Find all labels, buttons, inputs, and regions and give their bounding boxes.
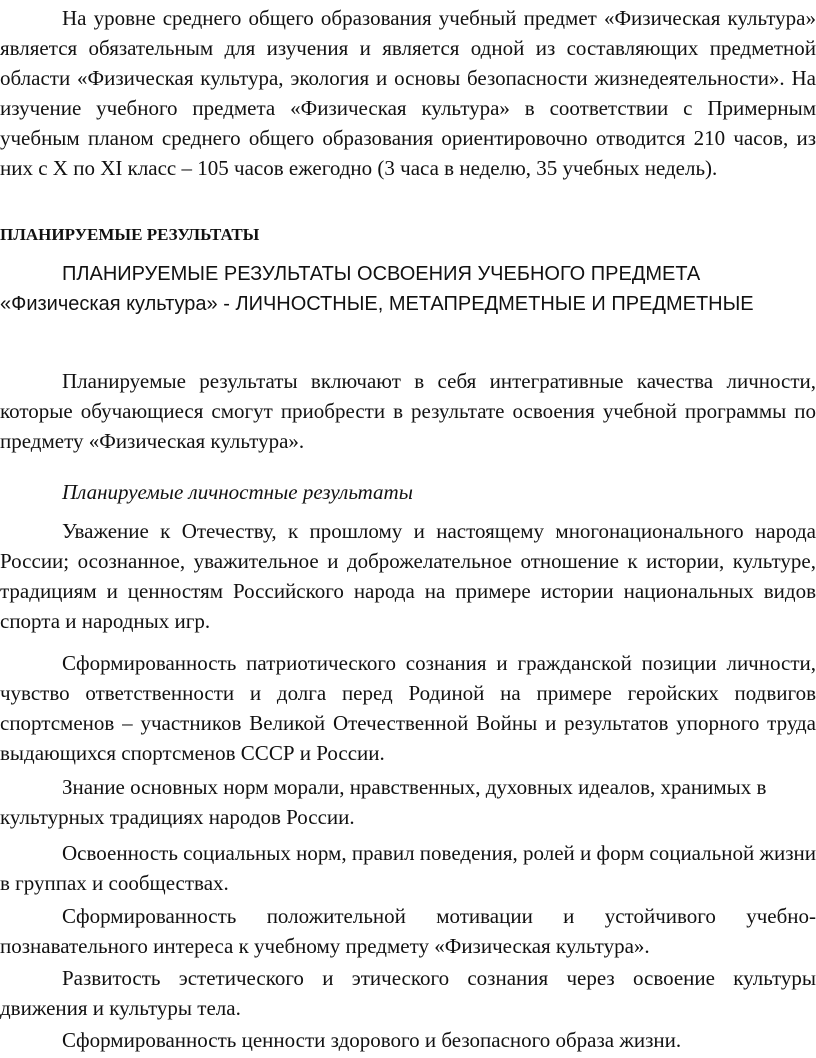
personal-result-item: Уважение к Отечеству, к прошлому и настоящему многонационального народа России; осознанное, уважительное и доброжелательное отношение к истории, культуре, традициям и ценностям Российского народа на примере истории национальных видов спорта и народных игр. [0, 519, 816, 633]
personal-result-item: Сформированность ценности здорового и безопасного образа жизни. [62, 1028, 682, 1052]
personal-result-item: Сформированность положительной мотивации и устойчивого учебно-познавательного интереса к учебному предмету «Физическая культура». [0, 904, 816, 958]
subject-heading: ПЛАНИРУЕМЫЕ РЕЗУЛЬТАТЫ ОСВОЕНИЯ УЧЕБНОГО ПРЕДМЕТА «Физическая культура» - ЛИЧНОСТНЫЕ, МЕТАПРЕДМЕТНЫЕ И ПРЕДМЕТНЫЕ [0, 263, 754, 315]
personal-result-item: Освоенность социальных норм, правил поведения, ролей и форм социальной жизни в группах и сообществах. [0, 841, 816, 895]
personal-results-heading: Планируемые личностные результаты [62, 480, 413, 504]
personal-result-item: Развитость эстетического и этического сознания через освоение культуры движения и культуры тела. [0, 966, 816, 1020]
intro-paragraph: На уровне среднего общего образования учебный предмет «Физическая культура» является обязательным для изучения и является одной из составляющих предметной области «Физическая культура, экология и основы безопасности жизнедеятельности». На изучение учебного предмета «Физическая культура» в соответствии с Примерным учебным планом среднего общего образования ориентировочно отводится 210 часов, из них с X по XI класс – 105 часов ежегодно (3 часа в неделю, 35 учебных недель). [0, 6, 816, 180]
personal-result-item: Сформированность патриотического сознания и гражданской позиции личности, чувство ответственности и долга перед Родиной на примере геройских подвигов спортсменов – участников Великой Отечественной Войны и результатов упорного труда выдающихся спортсменов СССР и России. [0, 651, 816, 765]
section-heading: ПЛАНИРУЕМЫЕ РЕЗУЛЬТАТЫ [0, 225, 260, 244]
results-intro-paragraph: Планируемые результаты включают в себя интегративные качества личности, которые обучающиеся смогут приобрести в результате освоения учебной программы по предмету «Физическая культура». [0, 369, 816, 453]
personal-result-item: Знание основных норм морали, нравственных, духовных идеалов, хранимых в культурных традициях народов России. [0, 775, 767, 829]
